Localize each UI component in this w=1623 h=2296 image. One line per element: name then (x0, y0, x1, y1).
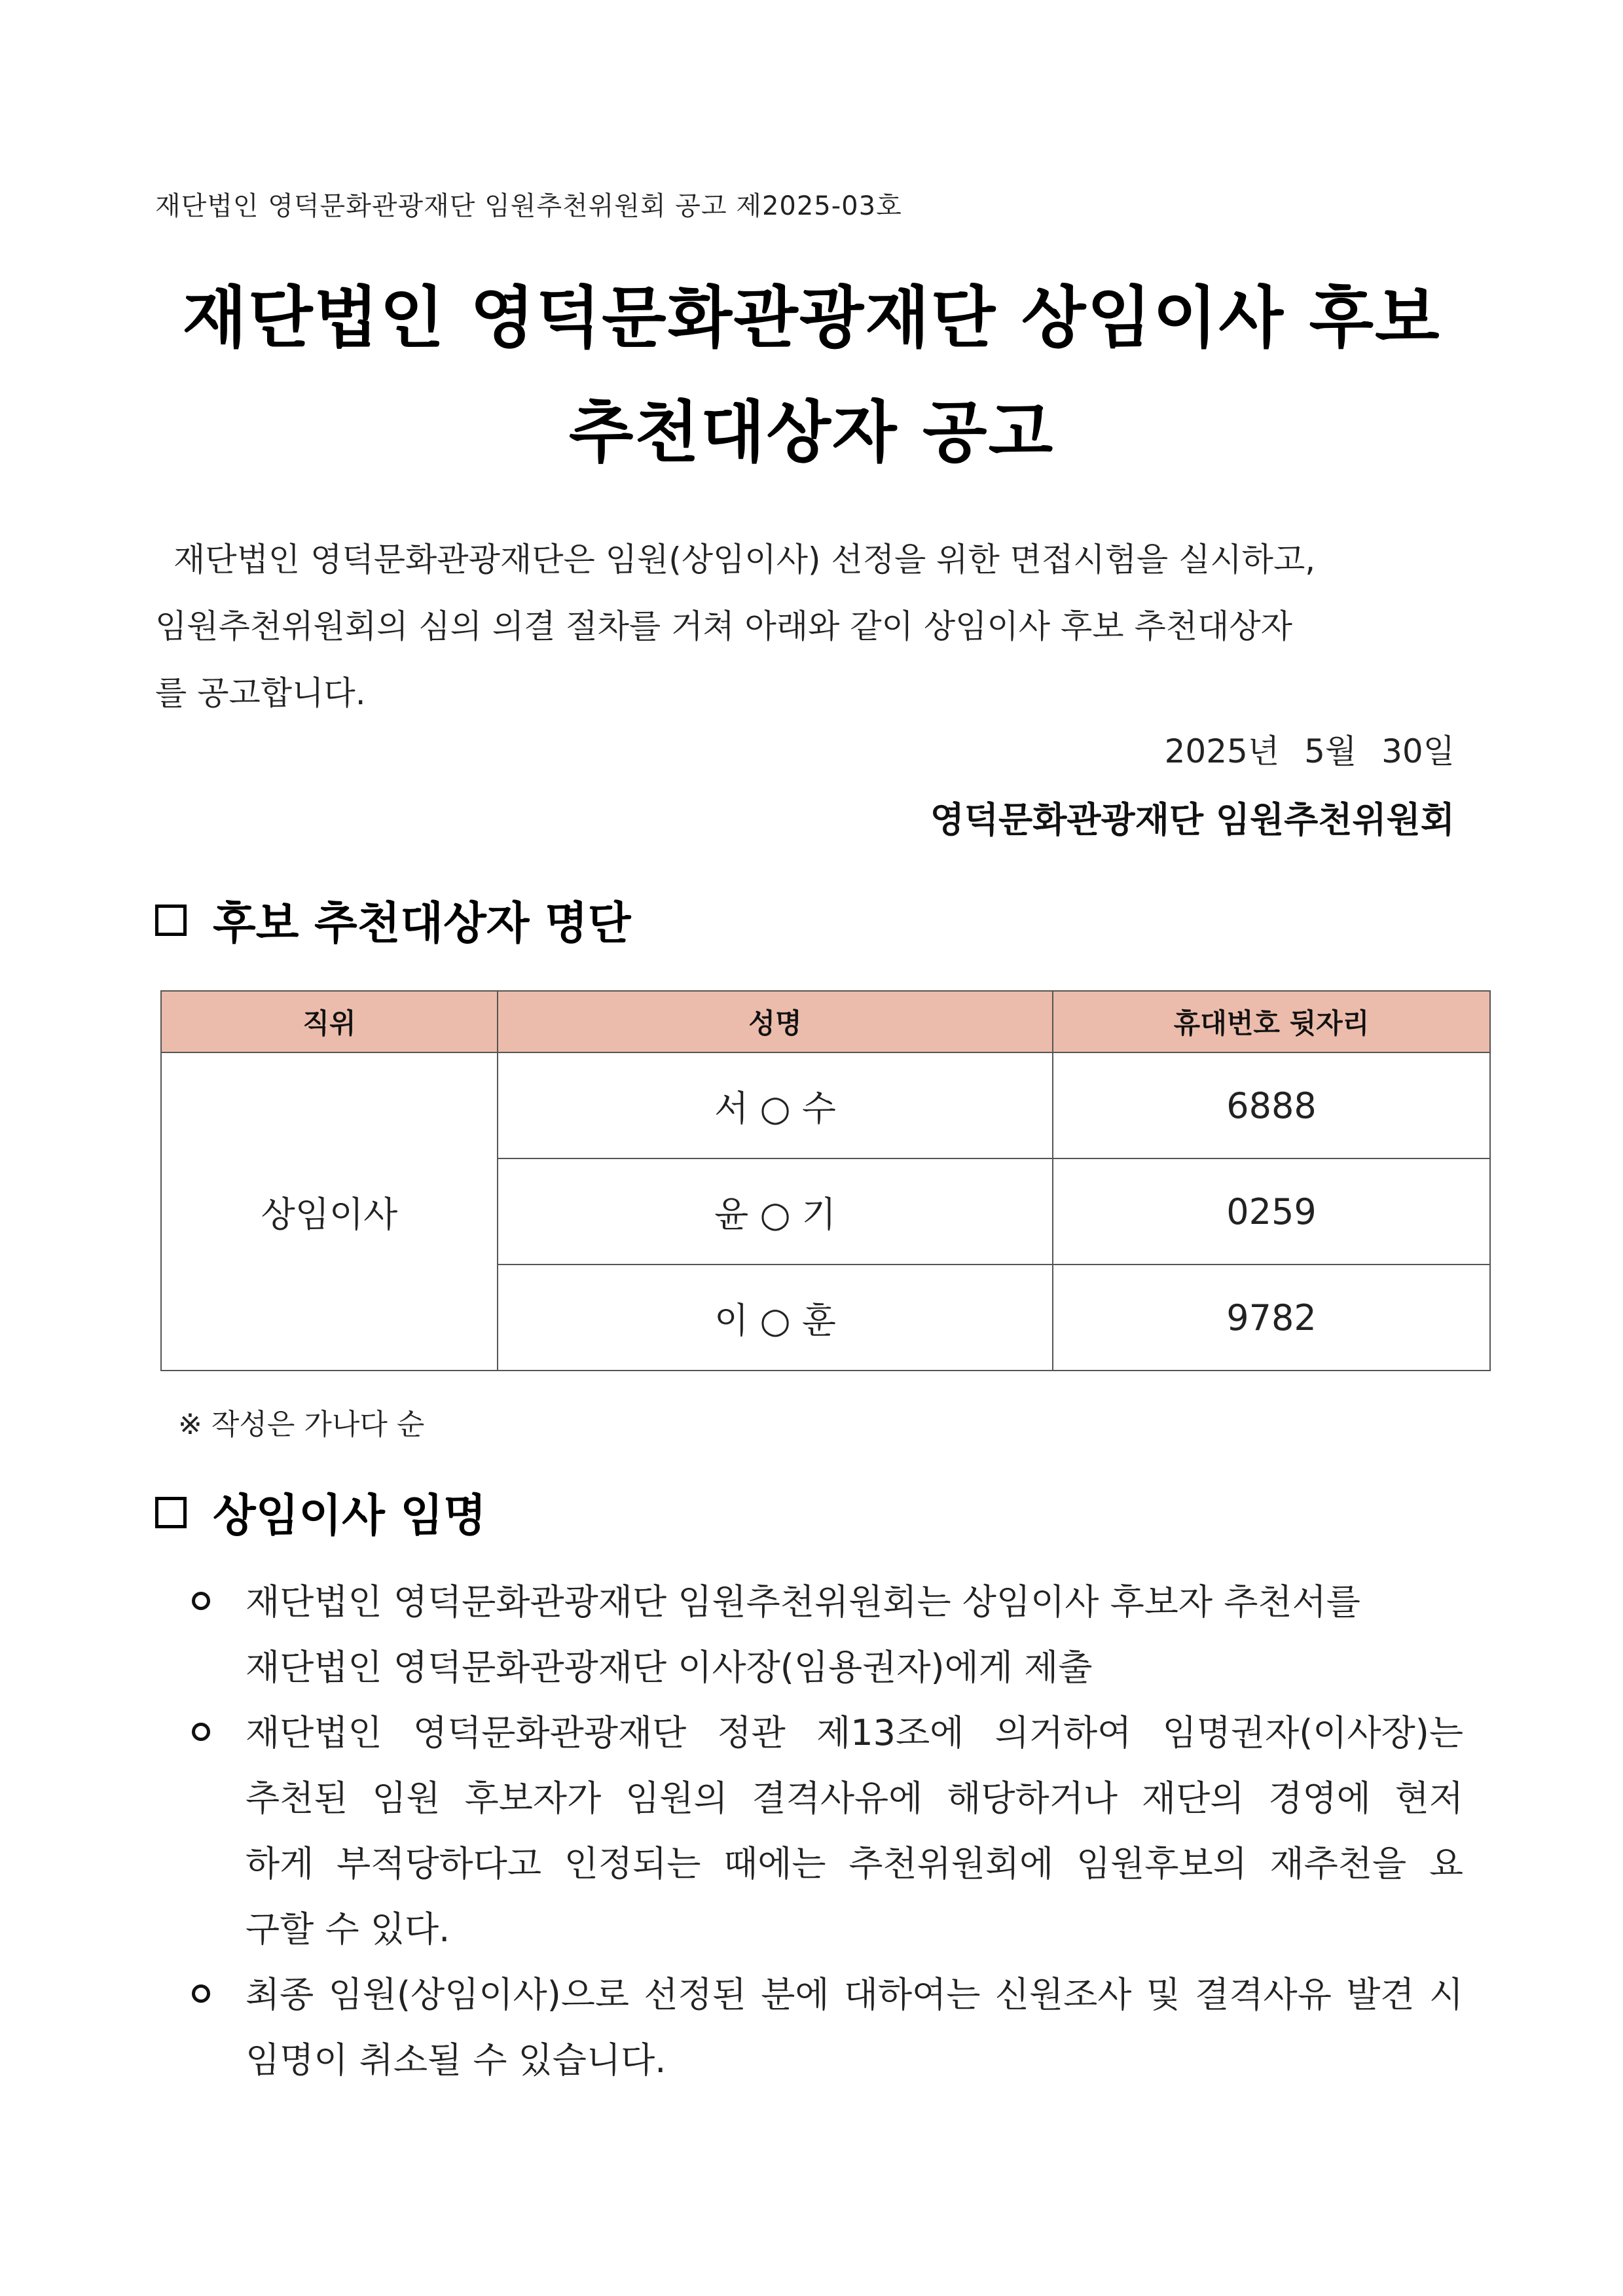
column-header-position: 직위 (161, 991, 498, 1052)
appointment-list (187, 1570, 1463, 2093)
position-cell: 상임이사 (161, 1052, 498, 1371)
name-cell: 이 ○ 훈 (498, 1265, 1053, 1371)
intro-line: 임원추천위원회의 심의 의결 절차를 거쳐 아래와 같이 상임이사 후보 추천대상자 (155, 607, 1292, 645)
candidate-table (160, 990, 1491, 1371)
list-item (187, 1570, 1463, 1700)
table-note: ※ 작성은 가나다 순 (178, 1408, 425, 1441)
list-item-line: 추천된 임원 후보자가 임원의 결격사유에 해당하거나 재단의 경영에 현저 (246, 1778, 1463, 1819)
intro-line: 재단법인 영덕문화관광재단은 임원(상임이사) 선정을 위한 면접시험을 실시하고, (173, 541, 1316, 579)
section-heading-text: 후보 추천대상자 명단 (213, 898, 631, 950)
table-row (161, 1052, 1490, 1158)
section-heading-text: 상임이사 임명 (213, 1490, 486, 1542)
page-title-line1: 재단법인 영덕문화관광재단 상임이사 후보 (182, 279, 1441, 357)
list-item-line: 재단법인 영덕문화관광재단 이사장(임용권자)에게 제출 (246, 1647, 1093, 1688)
list-item-line: 임명이 취소될 수 있습니다. (246, 2039, 666, 2081)
table-header-row (161, 991, 1490, 1052)
intro-line: 를 공고합니다. (155, 674, 366, 712)
phone-cell: 0259 (1053, 1158, 1490, 1265)
list-item-line: 재단법인 영덕문화관광재단 정관 제13조에 의거하여 임명권자(이사장)는 (246, 1712, 1463, 1753)
notice-date: 2025년 5월 30일 (1164, 732, 1455, 770)
name-cell: 윤 ○ 기 (498, 1158, 1053, 1265)
page-title-line2: 추천대상자 공고 (568, 394, 1055, 472)
column-header-phone: 휴대번호 뒷자리 (1053, 991, 1490, 1052)
list-item-line: 최종 임원(상임이사)으로 선정된 분에 대하여는 신원조사 및 결격사유 발견 시 (246, 1974, 1463, 2015)
square-bullet-icon (155, 1497, 187, 1528)
circle-bullet-icon (192, 1592, 210, 1610)
name-cell: 서 ○ 수 (498, 1052, 1053, 1158)
circle-bullet-icon (192, 1723, 210, 1741)
list-item-line: 재단법인 영덕문화관광재단 임원추천위원회는 상임이사 후보자 추천서를 (246, 1581, 1360, 1623)
column-header-name: 성명 (498, 991, 1053, 1052)
section-heading-candidates (155, 888, 631, 952)
list-item-line: 하게 부적당하다고 인정되는 때에는 추천위원회에 임원후보의 재추천을 요 (246, 1843, 1463, 1884)
list-item (187, 1962, 1463, 2093)
phone-cell: 9782 (1053, 1265, 1490, 1371)
issuing-committee: 영덕문화관광재단 임원추천위원회 (930, 799, 1455, 840)
circle-bullet-icon (192, 1984, 210, 2003)
section-heading-appointment (155, 1480, 486, 1544)
square-bullet-icon (155, 905, 187, 936)
list-item-line: 구할 수 있다. (246, 1909, 450, 1950)
list-item (187, 1700, 1463, 1962)
notice-number: 재단법인 영덕문화관광재단 임원추천위원회 공고 제2025-03호 (155, 191, 902, 221)
phone-cell: 6888 (1053, 1052, 1490, 1158)
